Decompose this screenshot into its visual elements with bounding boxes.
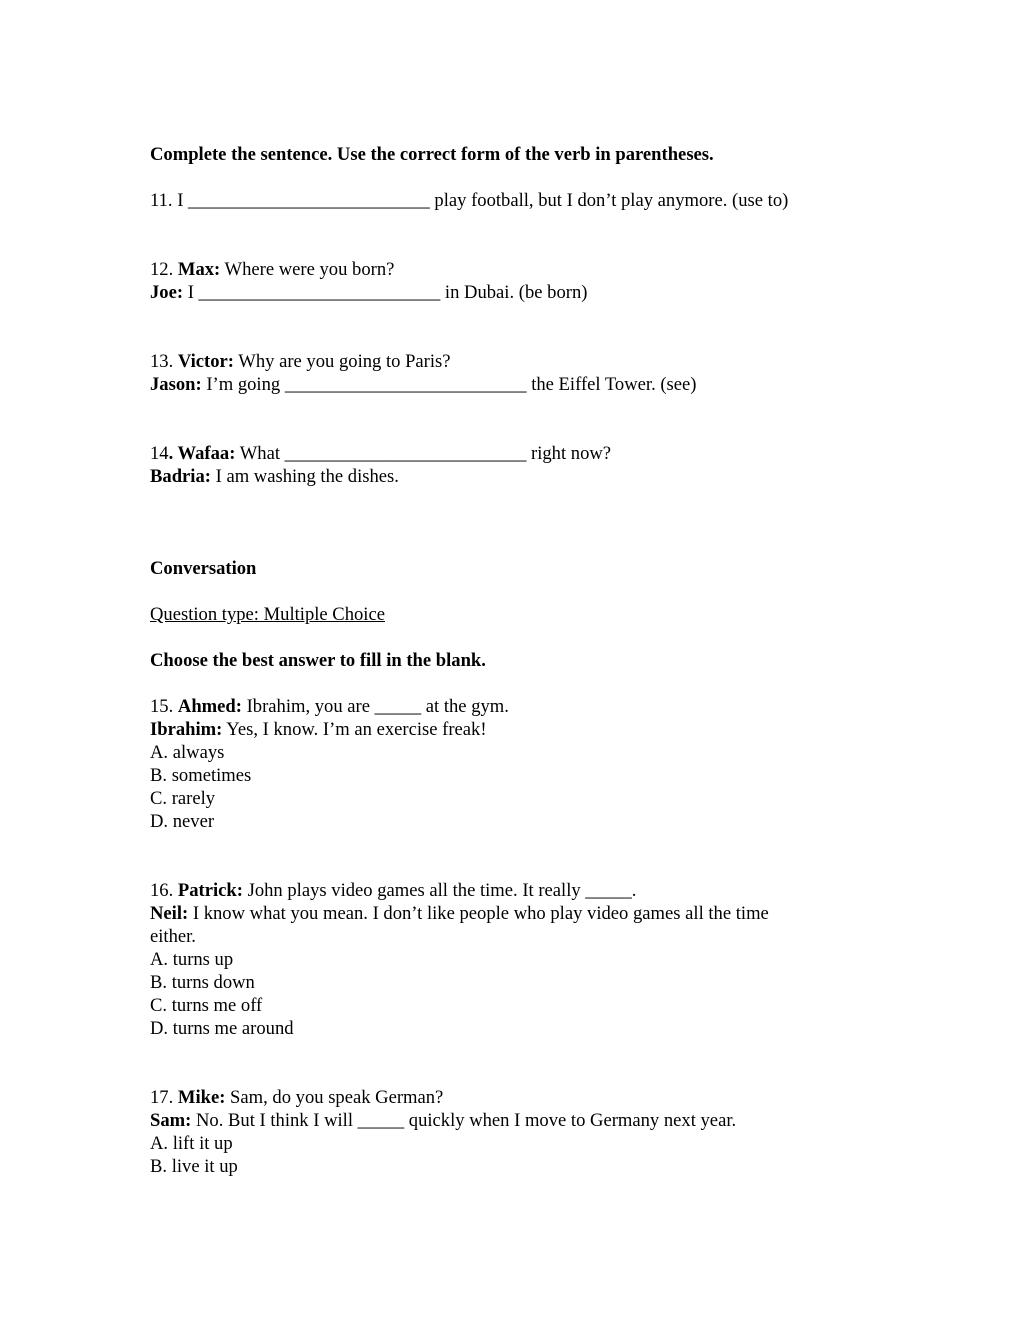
question-text: play football, but I don’t play anymore. (use to) <box>429 190 789 211</box>
option-d[interactable]: D. never <box>150 811 215 832</box>
answer-blank[interactable]: __________________________ <box>284 443 527 464</box>
speaker: Jason: <box>150 374 202 395</box>
section-instruction <box>150 143 714 166</box>
speaker: . Wafaa: <box>168 443 236 464</box>
question-17-line1 <box>150 1086 443 1109</box>
option-a[interactable]: A. always <box>150 742 225 763</box>
question-14-line2 <box>150 465 399 488</box>
option-b[interactable]: B. turns down <box>150 972 255 993</box>
option-b[interactable]: B. live it up <box>150 1156 238 1177</box>
question-14-line1 <box>150 442 611 465</box>
question-number: 12. <box>150 259 178 280</box>
question-text: right now? <box>526 443 612 464</box>
question-number: 15. <box>150 696 178 717</box>
speaker: Patrick: <box>177 880 243 901</box>
question-number: 14 <box>150 443 169 464</box>
question-text: Ibrahim, you are _____ at the gym. <box>241 696 509 717</box>
question-text: I know what you mean. I don’t like people who play video games all the time <box>188 903 769 924</box>
answer-blank[interactable]: __________________________ <box>188 190 430 211</box>
question-16-line3: either. <box>150 926 196 947</box>
question-number: 17. <box>150 1087 178 1108</box>
question-17-line2 <box>150 1109 736 1132</box>
speaker: Neil: <box>150 903 189 924</box>
option-a[interactable]: A. turns up <box>150 949 234 970</box>
question-13-line2 <box>150 373 697 396</box>
speaker: Ibrahim: <box>150 719 223 740</box>
question-text: the Eiffel Tower. (see) <box>526 374 697 395</box>
speaker: Victor: <box>177 351 234 372</box>
question-text: I’m going <box>201 374 285 395</box>
answer-blank[interactable]: __________________________ <box>284 374 527 395</box>
question-text: No. But I think I will _____ quickly when I move to Germany next year. <box>191 1110 737 1131</box>
option-b[interactable]: B. sometimes <box>150 765 252 786</box>
question-15-line1 <box>150 695 509 718</box>
question-type-label: Question type: Multiple Choice <box>150 604 385 625</box>
question-number: 13. <box>150 351 178 372</box>
question-15-line2 <box>150 718 487 741</box>
question-text: Where were you born? <box>220 259 395 280</box>
speaker: Badria: <box>150 466 211 487</box>
section-instruction-2 <box>150 649 486 672</box>
option-a[interactable]: A. lift it up <box>150 1133 233 1154</box>
question-12-line2 <box>150 281 587 304</box>
question-text: in Dubai. (be born) <box>440 282 588 303</box>
option-d[interactable]: D. turns me around <box>150 1018 294 1039</box>
question-16-line2 <box>150 902 769 925</box>
question-text: What <box>235 443 285 464</box>
question-text: I <box>183 282 199 303</box>
question-text: Why are you going to Paris? <box>233 351 451 372</box>
question-text: Yes, I know. I’m an exercise freak! <box>222 719 487 740</box>
speaker: Ahmed: <box>177 696 242 717</box>
question-text: I am washing the dishes. <box>210 466 399 487</box>
question-text: Sam, do you speak German? <box>225 1087 444 1108</box>
speaker: Max: <box>177 259 221 280</box>
option-c[interactable]: C. rarely <box>150 788 216 809</box>
option-c[interactable]: C. turns me off <box>150 995 263 1016</box>
question-11 <box>150 189 788 212</box>
question-12-line1 <box>150 258 394 281</box>
section-title <box>150 557 256 580</box>
speaker: Sam: <box>150 1110 192 1131</box>
answer-blank[interactable]: __________________________ <box>198 282 441 303</box>
question-text: John plays video games all the time. It really _____. <box>242 880 637 901</box>
question-13-line1 <box>150 350 451 373</box>
section-title-text: Conversation <box>150 558 257 579</box>
speaker: Mike: <box>177 1087 226 1108</box>
question-number: 16. <box>150 880 178 901</box>
question-16-line1 <box>150 879 636 902</box>
question-number: 11. I <box>150 190 189 211</box>
instruction-text: Choose the best answer to fill in the blank. <box>150 650 486 671</box>
speaker: Joe: <box>150 282 184 303</box>
instruction-text: Complete the sentence. Use the correct form of the verb in parentheses. <box>150 144 714 165</box>
